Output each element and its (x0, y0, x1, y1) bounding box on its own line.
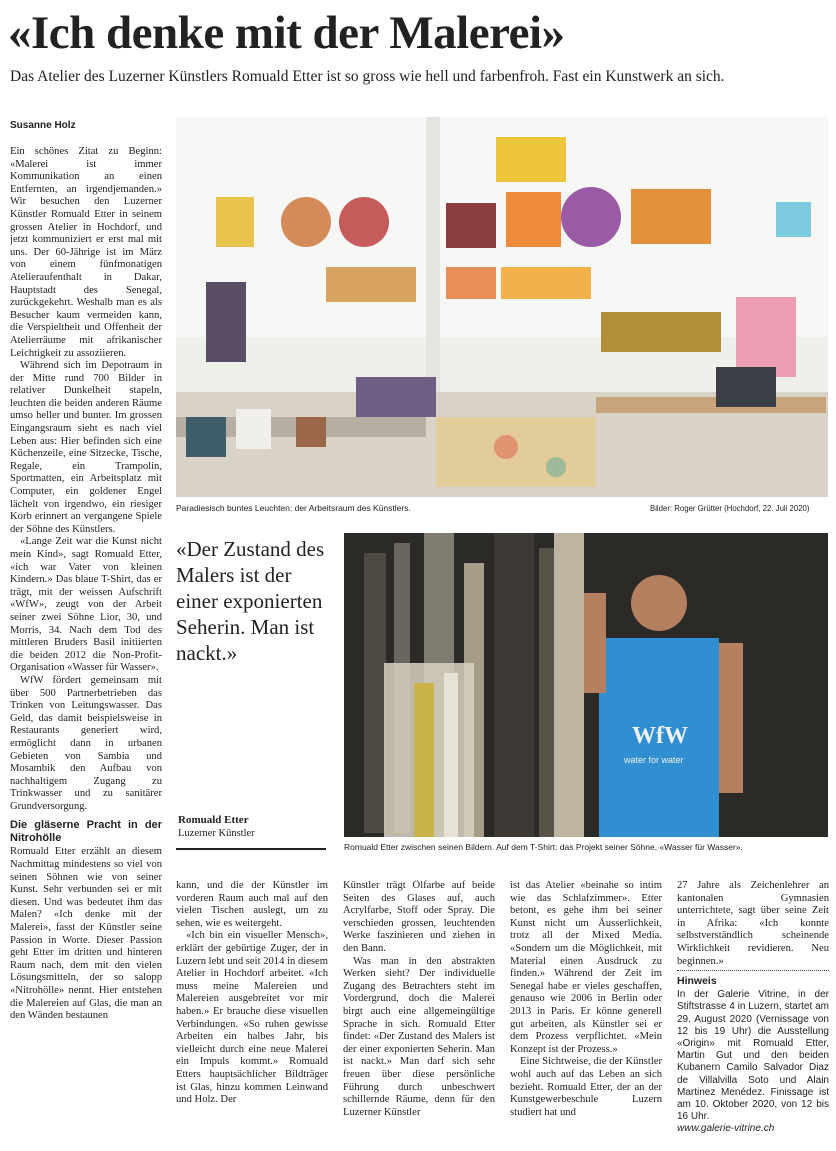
paragraph: Während sich im Depotraum in der Mitte rund 700 Bilder in relativer Dunkelheit stapeln, leuchten die beiden anderen Räume umso heller und bunter. Im grossen Eingangsraum sieht es nach viel Leben aus: Hier befinden sich eine Küchenzeile, eine Sitzecke, Tische, Regale, ein Trampolin, Sportmatten, ein Arbeitsplatz mit Computer, ein goldener Engel lächelt von irgendwo, ein riesiger Korb erinnert an vergangene Spiele der Söhne des Künstlers. (10, 360, 162, 535)
shirt-logo: WfW (632, 723, 688, 749)
column-3 (343, 880, 495, 1148)
photo2-caption: Romuald Etter zwischen seinen Bildern. Auf dem T-Shirt: das Projekt seiner Söhne, «Wasser für Wasser». (344, 842, 743, 852)
quote-rule (176, 848, 326, 850)
paragraph: Was man in den abstrakten Werken sieht? Der individuelle Zugang des Betrachters steht im Vordergrund, doch die Malerei birgt auch eine allgemeingültige Sprache in sich. Romuald Etter findet: «Der Zustand des Malers ist der einer exponierten Seherin. Man ist nackt.» Man darf sich sehr freuen über diese persönliche Führung durch unbeschwert schillernde Räume, denn für den Luzerner Künstler (343, 955, 495, 1118)
photo1-caption: Paradiesisch buntes Leuchten: der Arbeitsraum des Künstlers. (176, 503, 411, 513)
quote-author-role: Luzerner Künstler (178, 828, 255, 839)
hinweis-box (677, 975, 829, 1136)
column-4 (510, 880, 662, 1148)
paragraph: Romuald Etter erzählt an diesem Nachmittag mindestens so viel von seinen Söhnen wie von seiner Kunst. Sehr verbunden sei er mit diesen. Und was bedeutet ihm das Malen? «Ich denke mit der Malerei», fasst der Künstler seine Passion in Worte. Dieser Passion geht Etter im dritten und hinteren Raum nach, dem mit den vielen Lösungsmitteln, der so salopp «Nitrohölle» nennt. Hier entstehen die Malereien auf Glas, die man an den Wänden bestaunen (10, 846, 162, 1022)
studio-photo (176, 117, 828, 497)
paragraph: «Lange Zeit war die Kunst nicht mein Kind», sagt Romuald Etter, «ich war Vater von kleinen Kindern.» Das blaue T-Shirt, das er trägt, mit der weissen Aufschrift «WfW», zeugt von der Arbeit seiner zwei Söhne Lior, 30, und Morris, 34. Nach dem Tod des mittleren Bruders Basil initiierten die beiden 2012 die Non-Profit-Organisation «Wasser für Wasser». (10, 536, 162, 674)
paragraph: 27 Jahre als Zeichenlehrer an kantonalen Gymnasien unterrichtete, sagt über seine Zeit in Afrika: «Ich konnte selbstverständlich scheinende Wirklichkeit revidieren. Neu beginnen.» (677, 880, 829, 967)
pull-quote: «Der Zustand des Malers ist der einer exponierten Seherin. Man ist nackt.» (176, 537, 325, 665)
paragraph: Künstler trägt Ölfarbe auf beide Seiten des Glases auf, auch Acrylfarbe, Stoff oder Spray. Die verschieden grossen, leuchtenden Werke faszinieren und ziehen in den Bann. (343, 880, 495, 954)
paragraph: ist das Atelier «beinahe so intim wie das Schlafzimmer». Etter betont, es gehe ihm bei seiner Kunst nicht um Äusserlichkeit, trotz all der Mixed Media. «Sondern um die Möglichkeit, mit Material einen Ausdruck zu finden.» Während der Zeit im Senegal habe er vieles geschaffen, genauso wie 2006 in Berlin oder 2013 in Paris. Er könne generell gut arbeiten, als Künstler sei er dem Prozess verpflichtet. «Mein Konzept ist der Prozess.» (510, 880, 662, 1055)
column-1 (10, 146, 162, 1146)
hinweis-text: In der Galerie Vitrine, in der Stiftstrasse 4 in Luzern, startet am 29. August 2020 (Vernissage von 12 bis 19 Uhr) die Ausstellung «Origin» mit Romuald Etter, Martin Gut und den beiden Kubanern Camilo Salvador Diaz de Villalvilla Soto und Alain Martinez Menédez. Finissage ist am 10. Oktober 2020, von 12 bis 16 Uhr. (677, 989, 829, 1123)
paragraph: Eine Sichtweise, die der Künstler wohl auch auf das Leben an sich bezieht. Romuald Etter, der an der Kunstgewerbeschule Luzern studiert hat und (510, 1056, 662, 1118)
author: Susanne Holz (10, 120, 76, 131)
quote-author: Romuald Etter (178, 814, 249, 826)
portrait-photo (344, 533, 828, 837)
column-5 (677, 880, 829, 970)
studio-photo-illustration (176, 117, 828, 497)
portrait-photo-illustration (344, 533, 828, 837)
column-2 (176, 880, 328, 1148)
hinweis-divider (677, 970, 829, 971)
subhead: Die gläserne Pracht in der Nitrohölle (10, 819, 162, 844)
paragraph: WfW fördert gemeinsam mit über 500 Partnerbetrieben das Trinken von Leitungswasser. Das Geld, das damit beispielsweise in Restaurants generiert wird, ermöglicht dann in urbanen Gebieten von Sambia und Mosambik den Aufbau von nachhaltigem Zugang zu Trinkwasser und zu sanitärer Grundversorgung. (10, 674, 162, 812)
paragraph: «Ich bin ein visueller Mensch», erklärt der gebürtige Zuger, der in Luzern lebt und seit 2014 in diesem Atelier in Hochdorf arbeitet. «Ich muss meine Malereien und Malereien ausgebreitet vor mir haben.» Er brauche diese visuellen Verbindungen. «So ruhen gewisse Arbeiten ein halbes Jahr, bis vielleicht durch eine neue Malerei ein Impuls kommt.» Romuald Etters hauptsächlicher Bildträger ist Glas, hinzu kommen Leinwand und Holz. Der (176, 930, 328, 1106)
shirt-text: water for water (624, 755, 684, 765)
paragraph: Ein schönes Zitat zu Beginn: «Malerei ist immer Kommunikation an einen Entfernten, an irgendjemanden.» Wir besuchen den Luzerner Künstler Romuald Etter in seinem grossen Atelier in Hochdorf, und jetzt kommuniziert er erst mal mit uns. Der 60-Jährige ist im März von einem fünfmonatigen Atelieraufenthalt in Dakar, Hauptstadt des Senegal, zurückgekehrt. Weshalb man es als Besucher kaum vermeiden kann, die Verspieltheit und Offenheit der Atelierräume mit afrikanischer Leichtigkeit zu assoziieren. (10, 146, 162, 359)
hinweis-url[interactable]: www.galerie-vitrine.ch (677, 1123, 775, 1135)
lead: Das Atelier des Luzerner Künstlers Romuald Etter ist so gross wie hell und farbenfroh. Fast ein Kunstwerk an sich. (10, 68, 725, 85)
photo-credit: Bilder: Roger Grütter (Hochdorf, 22. Juli 2020) (650, 504, 810, 513)
headline: «Ich denke mit der Malerei» (8, 7, 565, 59)
hinweis-title: Hinweis (677, 975, 717, 987)
paragraph: kann, und die der Künstler im vorderen Raum auch mal auf den vielen Tischen auslegt, um zu sehen, wie es weitergeht. (176, 880, 328, 929)
